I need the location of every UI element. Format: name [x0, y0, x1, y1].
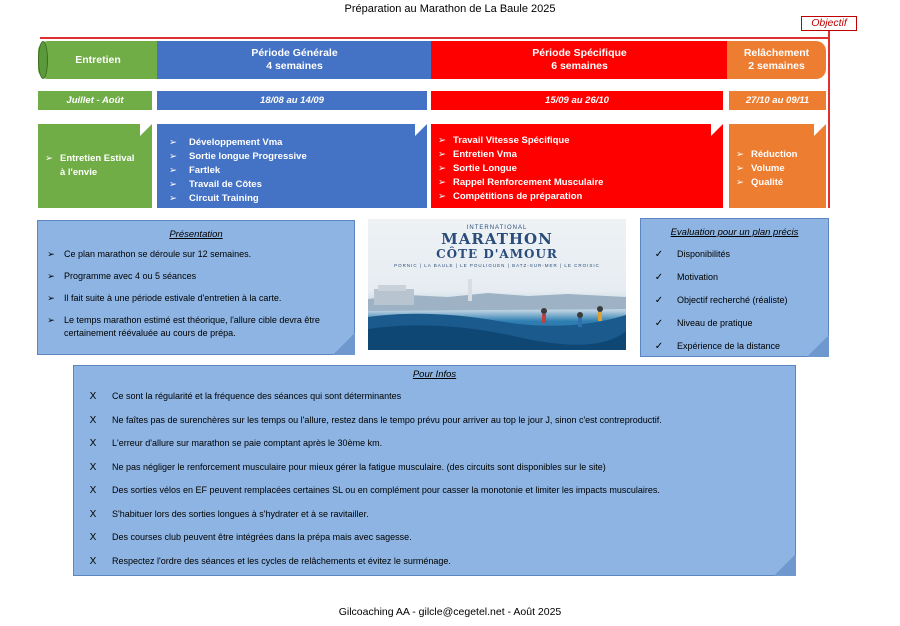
list-item: X Ne pas négliger le renforcement musculaire pour mieux gérer la fatigue musculaire. (des circuits sont disponibles sur le site): [74, 461, 795, 485]
folded-corner: [415, 124, 427, 136]
cross-icon: X: [89, 391, 97, 402]
check-icon: ✓: [654, 318, 664, 329]
list-item: ➢ Le temps marathon estimé est théorique, l'allure cible devra être certainement réévaluée au cours de prépa.: [38, 314, 354, 340]
cross-icon: X: [89, 532, 97, 543]
period-dates-generale: 18/08 au 14/09: [157, 91, 427, 110]
document-title: Préparation au Marathon de La Baule 2025: [344, 3, 556, 15]
marathon-photo: [368, 219, 626, 350]
period-dates-entretien: Juillet - Août: [38, 91, 152, 110]
evaluation-title: Evaluation pour un plan précis: [670, 227, 799, 238]
list-item: ➢ Développement Vma: [157, 136, 427, 150]
arrow-bullet-icon: ➢: [736, 163, 744, 174]
list-item: ✓ Motivation: [641, 271, 828, 294]
page-curl-corner: [333, 333, 355, 355]
arrow-bullet-icon: ➢: [438, 163, 446, 174]
arrow-bullet-icon: ➢: [47, 271, 55, 281]
cylinder-end: [38, 41, 48, 79]
arrow-bullet-icon: ➢: [438, 135, 446, 146]
folded-corner: [140, 124, 152, 136]
list-item: ➢ Réduction: [729, 148, 826, 162]
presentation-panel: [37, 220, 355, 355]
footer: Gilcoaching AA - gilcle@cegetel.net - Août 2025: [338, 606, 562, 618]
arrow-bullet-icon: ➢: [169, 151, 177, 162]
evaluation-panel: [640, 218, 829, 357]
arrow-bullet-icon: ➢: [47, 315, 55, 325]
arrow-bullet-icon: ➢: [169, 179, 177, 190]
list-item: ➢ Qualité: [729, 176, 826, 190]
page-curl-corner: [774, 554, 796, 576]
check-icon: ✓: [654, 249, 664, 260]
presentation-title: Présentation: [169, 229, 223, 240]
list-item: ➢ Rappel Renforcement Musculaire: [431, 176, 723, 190]
arrow-bullet-icon: ➢: [45, 153, 53, 164]
list-item: ➢ Ce plan marathon se déroule sur 12 semaines.: [38, 248, 354, 261]
list-item: ✓ Expérience de la distance: [641, 340, 828, 363]
arrow-bullet-icon: ➢: [438, 177, 446, 188]
period-content-specifique: [431, 124, 723, 208]
arrow-bullet-icon: ➢: [47, 293, 55, 303]
list-item: ✓ Objectif recherché (réaliste): [641, 294, 828, 317]
objective-vertical-line: [828, 30, 830, 208]
list-item: ✓ Niveau de pratique: [641, 317, 828, 340]
list-item: ➢ Compétitions de préparation: [431, 190, 723, 204]
period-header-relachement: [727, 41, 826, 79]
period-weeks: 2 semaines: [748, 60, 805, 72]
list-item: X L'erreur d'allure sur marathon se paie comptant après le 30ème km.: [74, 437, 795, 461]
list-item: ➢ Travail de Côtes: [157, 178, 427, 192]
period-name: Période Spécifique: [532, 47, 627, 59]
arrow-bullet-icon: ➢: [169, 193, 177, 204]
list-item: ➢ Sortie longue Progressive: [157, 150, 427, 164]
cross-icon: X: [89, 485, 97, 496]
arrow-bullet-icon: ➢: [438, 191, 446, 202]
arrow-bullet-icon: ➢: [736, 149, 744, 160]
list-item: ➢ Sortie Longue: [431, 162, 723, 176]
check-icon: ✓: [654, 295, 664, 306]
list-item: ➢ Volume: [729, 162, 826, 176]
period-content-generale: [157, 124, 427, 208]
list-item: X Des courses club peuvent être intégrées dans la prépa mais avec sagesse.: [74, 531, 795, 555]
arrow-bullet-icon: ➢: [438, 149, 446, 160]
period-name: Entretien: [75, 53, 121, 66]
cross-icon: X: [89, 555, 97, 567]
cross-icon: X: [89, 461, 97, 473]
list-item: ➢ Programme avec 4 ou 5 séances: [38, 270, 354, 283]
list-item: ➢ Circuit Training: [157, 192, 427, 206]
period-dates-specifique: 15/09 au 26/10: [431, 91, 723, 110]
list-item: ➢ Il fait suite à une période estivale d'entretien à la carte.: [38, 292, 354, 305]
marathon-logo: INTERNATIONAL MARATHON CÔTE D'AMOUR PORNIC | LA BAULE | LE POULIGUEN | BATZ-SUR-MER | LE CROISIC: [394, 225, 600, 268]
list-item: ➢ Travail Vitesse Spécifique: [431, 134, 723, 148]
list-item: X S'habituer lors des sorties longues à s'hydrater et à se ravitailler.: [74, 508, 795, 532]
period-header-specifique: [431, 41, 728, 79]
arrow-bullet-icon: ➢: [169, 165, 177, 176]
list-item: ✓ Disponibilités: [641, 248, 828, 271]
period-content-relachement: [729, 124, 826, 208]
list-item: ➢ Entretien Estival à l'envie: [38, 152, 140, 180]
period-dates-relachement: 27/10 au 09/11: [729, 91, 826, 110]
period-name: Période Générale: [251, 47, 338, 59]
check-icon: ✓: [654, 272, 664, 283]
list-item: X Respectez l'ordre des séances et les cycles de relâchements et évitez le surménage.: [74, 555, 795, 579]
period-header-generale: [157, 41, 432, 79]
folded-corner: [814, 124, 826, 136]
cross-icon: X: [89, 438, 97, 449]
infos-title: Pour Infos: [412, 369, 457, 380]
arrow-bullet-icon: ➢: [736, 177, 744, 188]
check-icon: ✓: [654, 341, 664, 352]
list-item: X Des sorties vélos en EF peuvent remplacées certaines SL ou en complément pour casser la monotonie et limiter les impacts musculaires.: [74, 484, 795, 508]
period-header-entretien: [38, 41, 158, 79]
page-curl-corner: [807, 335, 829, 357]
cross-icon: X: [89, 414, 97, 426]
period-weeks: 6 semaines: [551, 60, 608, 72]
cross-icon: X: [89, 508, 97, 520]
infos-panel: [73, 365, 796, 576]
list-item: ➢ Fartlek: [157, 164, 427, 178]
arrow-bullet-icon: ➢: [47, 249, 55, 259]
list-item: ➢ Entretien Vma: [431, 148, 723, 162]
period-content-entretien: [38, 124, 152, 208]
list-item: X Ce sont la régularité et la fréquence des séances qui sont déterminantes: [74, 390, 795, 414]
period-weeks: 4 semaines: [266, 60, 323, 72]
objective-label: Objectif: [801, 16, 857, 31]
period-name: Relâchement: [743, 47, 810, 59]
arrow-bullet-icon: ➢: [169, 137, 177, 148]
folded-corner: [711, 124, 723, 136]
list-item: X Ne faîtes pas de surenchères sur les temps ou l'allure, restez dans le tempo prévu pour arriver au top le jour J, sinon c'est contreproductif.: [74, 414, 795, 438]
objective-line: [40, 37, 830, 39]
